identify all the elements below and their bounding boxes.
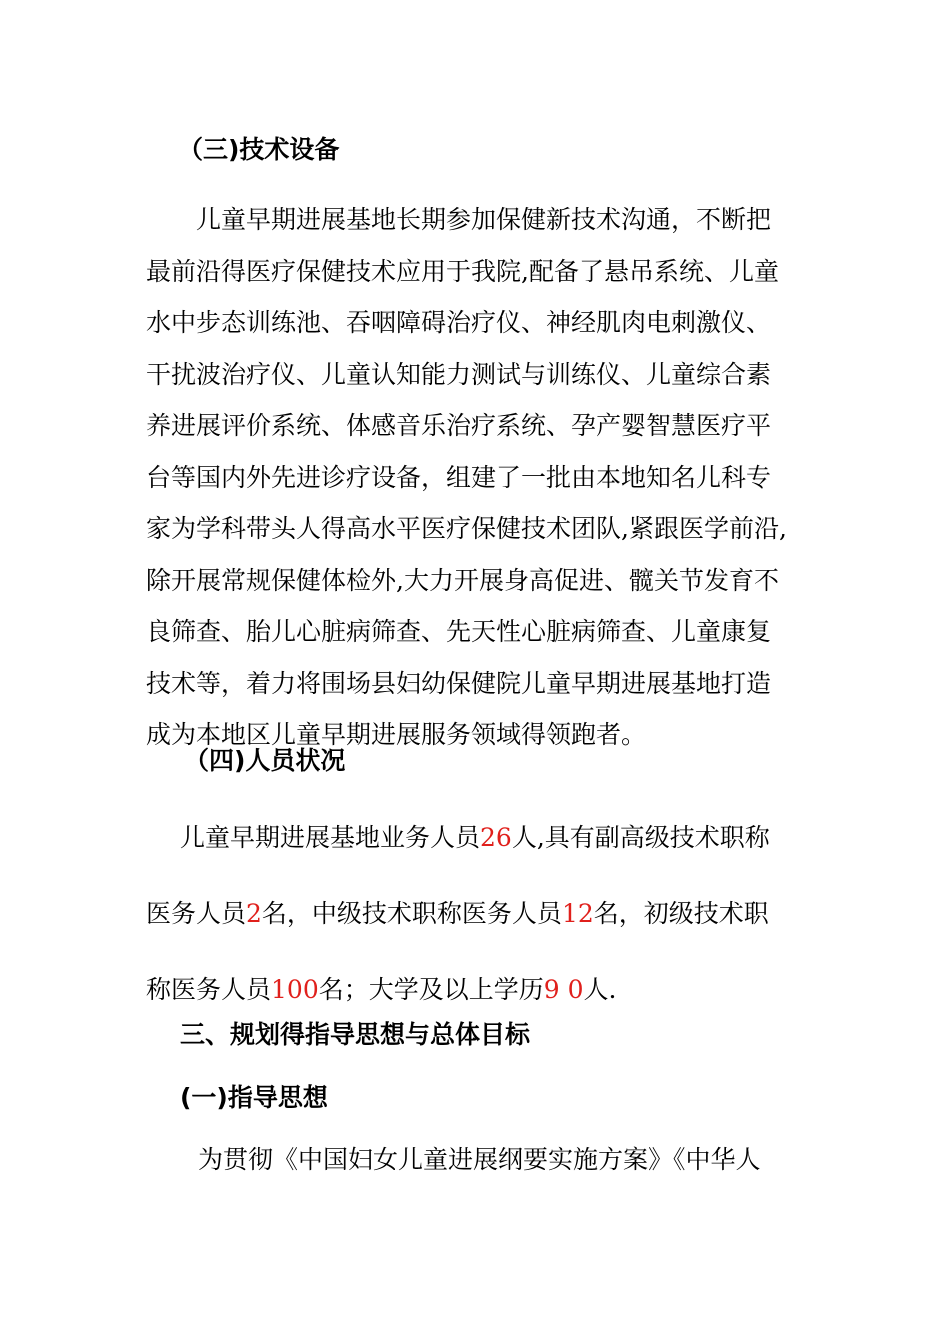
text-line: 台等国内外先进诊疗设备，组建了一批由本地知名儿科专: [146, 462, 772, 492]
highlight-number: 26: [480, 823, 512, 852]
subsection-heading-guiding-thought: (一)指导思想: [180, 1083, 328, 1112]
text-segment: 名，中级技术职称医务人员: [261, 899, 562, 928]
text-line: 养进展评价系统、体感音乐治疗系统、孕产婴智慧医疗平: [146, 411, 772, 440]
text-line: 成为本地区儿童早期进展服务领域得领跑者。: [146, 720, 647, 749]
highlight-number: 9 0: [543, 975, 584, 1004]
text-line: 家为学科带头人得高水平医疗保健技术团队,紧跟医学前沿,: [146, 514, 787, 543]
text-segment: 人.: [583, 975, 617, 1004]
text-segment: 名；大学及以上学历: [318, 975, 544, 1004]
paragraph-tech-equipment: [146, 194, 787, 761]
paragraph-staff: [146, 800, 770, 1028]
text-line: [146, 800, 770, 876]
text-line: 儿童早期进展基地长期参加保健新技术沟通，不断把: [196, 205, 772, 234]
section-heading-tech-equipment: （三)技术设备: [178, 135, 340, 164]
highlight-number: 12: [561, 899, 594, 928]
text-line: 最前沿得医疗保健技术应用于我院,配备了悬吊系统、儿童: [146, 256, 779, 286]
highlight-number: 100: [271, 975, 319, 1004]
section-heading-guiding-ideology: 三、规划得指导思想与总体目标: [180, 1020, 531, 1049]
text-segment: 名，初级技术职: [593, 899, 769, 928]
text-line: 除开展常规保健体检外,大力开展身高促进、髋关节发育不: [146, 565, 779, 595]
text-segment: 称医务人员: [146, 975, 272, 1004]
text-line: 为贯彻《中国妇女儿童进展纲要实施方案》《中华人: [198, 1145, 761, 1174]
text-line: 干扰波治疗仪、儿童认知能力测试与训练仪、儿童综合素: [146, 359, 772, 389]
text-segment: 儿童早期进展基地业务人员: [180, 823, 481, 852]
text-line: 水中步态训练池、吞咽障碍治疗仪、神经肌肉电刺激仪、: [146, 308, 772, 337]
highlight-number: 2: [246, 899, 262, 928]
text-line: [146, 952, 770, 1028]
text-segment: 人,具有副高级技术职称: [511, 823, 770, 852]
section-heading-staff: （四)人员状况: [184, 746, 346, 775]
text-segment: 医务人员: [146, 899, 247, 928]
text-line: [146, 876, 770, 952]
text-line: 技术等，着力将围场县妇幼保健院儿童早期进展基地打造: [146, 668, 772, 698]
paragraph-guiding-thought: [198, 1140, 761, 1180]
text-line: 良筛查、胎儿心脏病筛查、先天性心脏病筛查、儿童康复: [146, 617, 772, 646]
